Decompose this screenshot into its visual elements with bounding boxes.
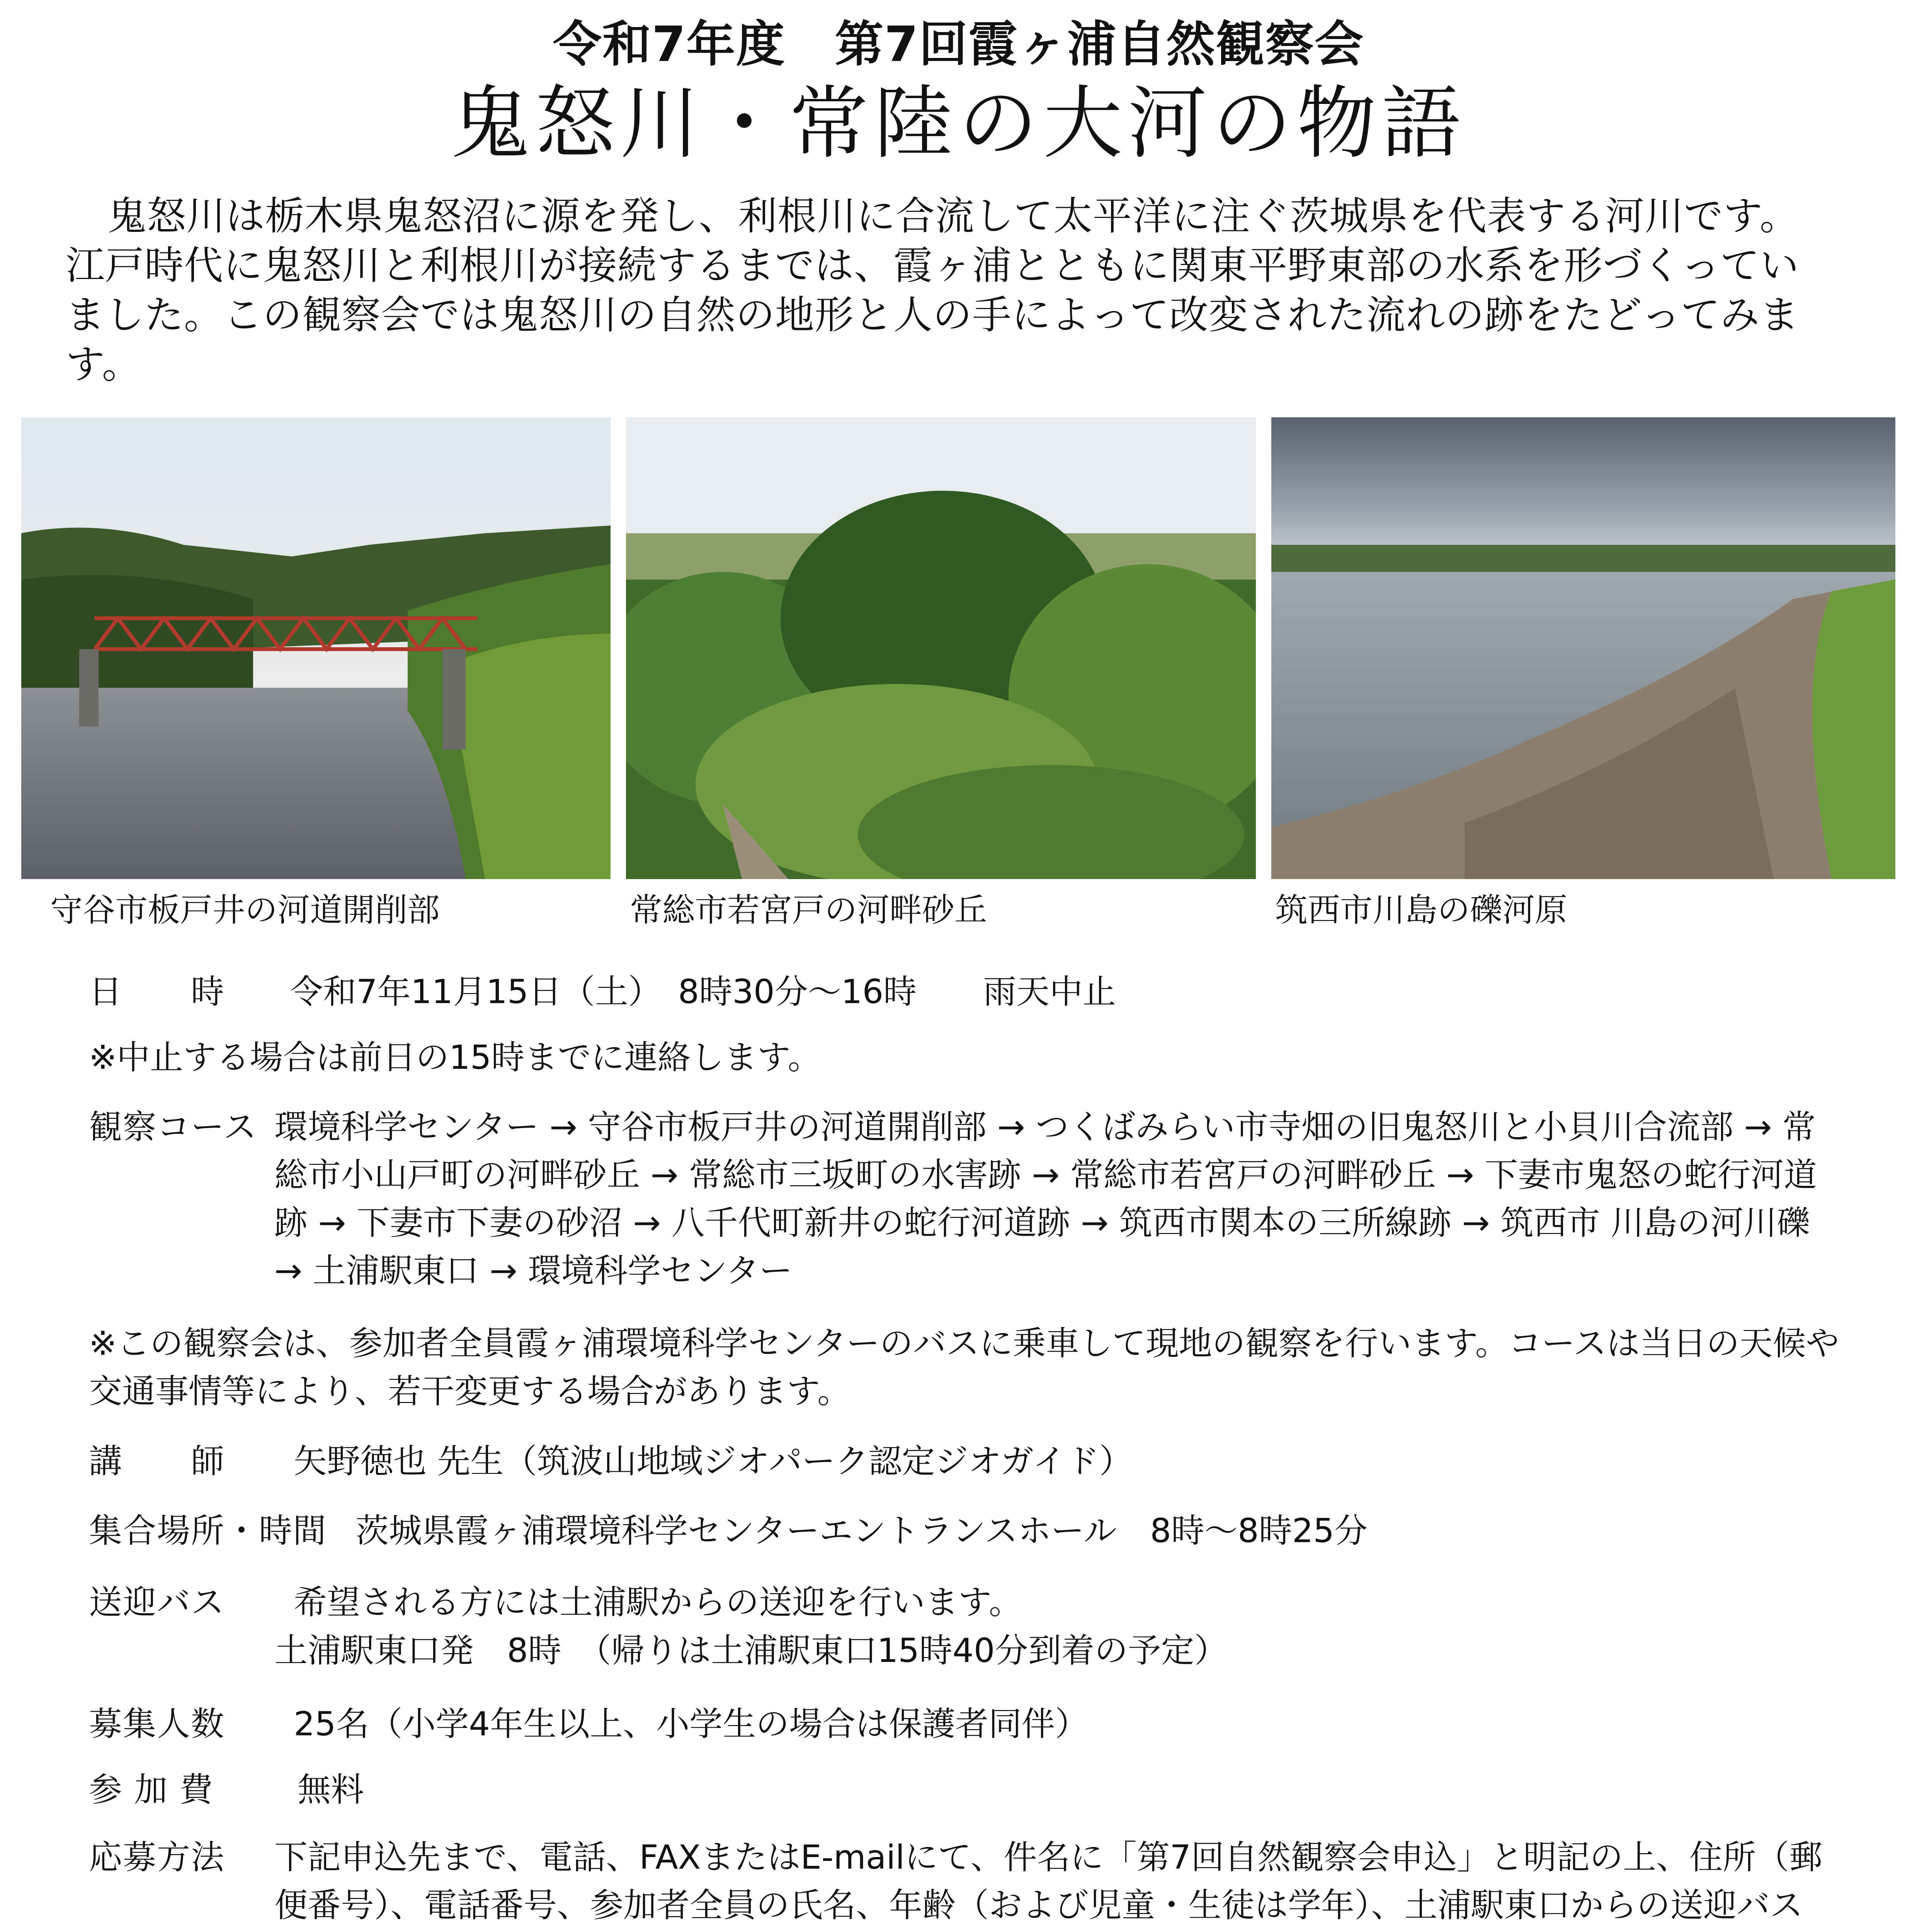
fee-value: 無料 <box>298 1770 364 1809</box>
date-label: 日 時 <box>89 973 225 1011</box>
shuttle-label: 送迎バス <box>89 1583 225 1622</box>
intro-paragraph: 鬼怒川は栃木県鬼怒沼に源を発し、利根川に合流して太平洋に注ぐ茨城県を代表する河川です。江戸時代に鬼怒川と利根川が接続するまでは、霞ヶ浦とともに関東平野東部の水系を形づくっていました。この観察会では鬼怒川の自然の地形と人の手によって改変された流れの跡をたどってみます。 <box>66 193 1799 387</box>
photo-bridge <box>21 417 611 879</box>
course-value: 環境科学センター → 守谷市板戸井の河道開削部 → つくばみらい市寺畑の旧鬼怒川と小貝川合流部 → 常総市小山戸町の河畔砂丘 → 常総市三坂町の水害跡 → 常総市若宮戸の河畔砂丘 → 下妻市鬼怒の蛇行河道跡 → 下妻市下妻の砂沼 → 八千代町新井の蛇行河道跡 → 筑西市関本の三所線跡 → 筑西市 川島の河川礫 → 土浦駅東口 → 環境科学センター <box>274 1108 1817 1290</box>
event-title: 鬼怒川・常陸の大河の物語 <box>451 78 1466 170</box>
date-value: 令和7年11月15日（土） 8時30分～16時 雨天中止 <box>290 973 1116 1011</box>
lecturer-label: 講 師 <box>89 1442 225 1481</box>
capacity-label: 募集人数 <box>89 1705 225 1743</box>
course-label: 観察コース <box>89 1108 257 1146</box>
apply-value: 下記申込先まで、電話、FAXまたはE-mailにて、件名に「第7回自然観察会申込」と明記の上、住所（郵便番号）、電話番号、参加者全員の氏名、年齢（および児童・生徒は学年）、土浦駅東口からの送迎バス <box>274 1838 1823 1925</box>
lecturer-value: 矢野徳也 先生（筑波山地域ジオパーク認定ジオガイド） <box>294 1442 1133 1481</box>
fee-label: 参 加 費 <box>89 1770 214 1809</box>
cancel-note: ※中止する場合は前日の15時までに連絡します。 <box>89 1038 821 1077</box>
shuttle-value-1: 希望される方には土浦駅からの送迎を行います。 <box>294 1583 1022 1622</box>
photo-caption-bridge: 守谷市板戸井の河道開削部 <box>50 891 440 929</box>
meet-label: 集合場所・時間 <box>89 1512 327 1550</box>
photo-caption-gravel: 筑西市川島の礫河原 <box>1275 891 1568 929</box>
bus-note: ※この観察会は、参加者全員霞ヶ浦環境科学センターのバスに乗車して現地の観察を行います。コースは当日の天候や交通事情等により、若干変更する場合があります。 <box>89 1324 1839 1411</box>
photo-caption-dune: 常総市若宮戸の河畔砂丘 <box>630 891 987 929</box>
shuttle-value-2: 土浦駅東口発 8時 （帰りは土浦駅東口15時40分到着の予定） <box>274 1631 1228 1670</box>
meet-value: 茨城県霞ヶ浦環境科学センターエントランスホール 8時～8時25分 <box>356 1512 1368 1550</box>
photo-dune <box>626 417 1256 879</box>
capacity-value: 25名（小学4年生以上、小学生の場合は保護者同伴） <box>294 1705 1089 1743</box>
photo-gravel-bank <box>1271 417 1895 879</box>
event-subtitle: 令和7年度 第7回霞ヶ浦自然観察会 <box>553 16 1364 73</box>
apply-label: 応募方法 <box>89 1838 225 1877</box>
